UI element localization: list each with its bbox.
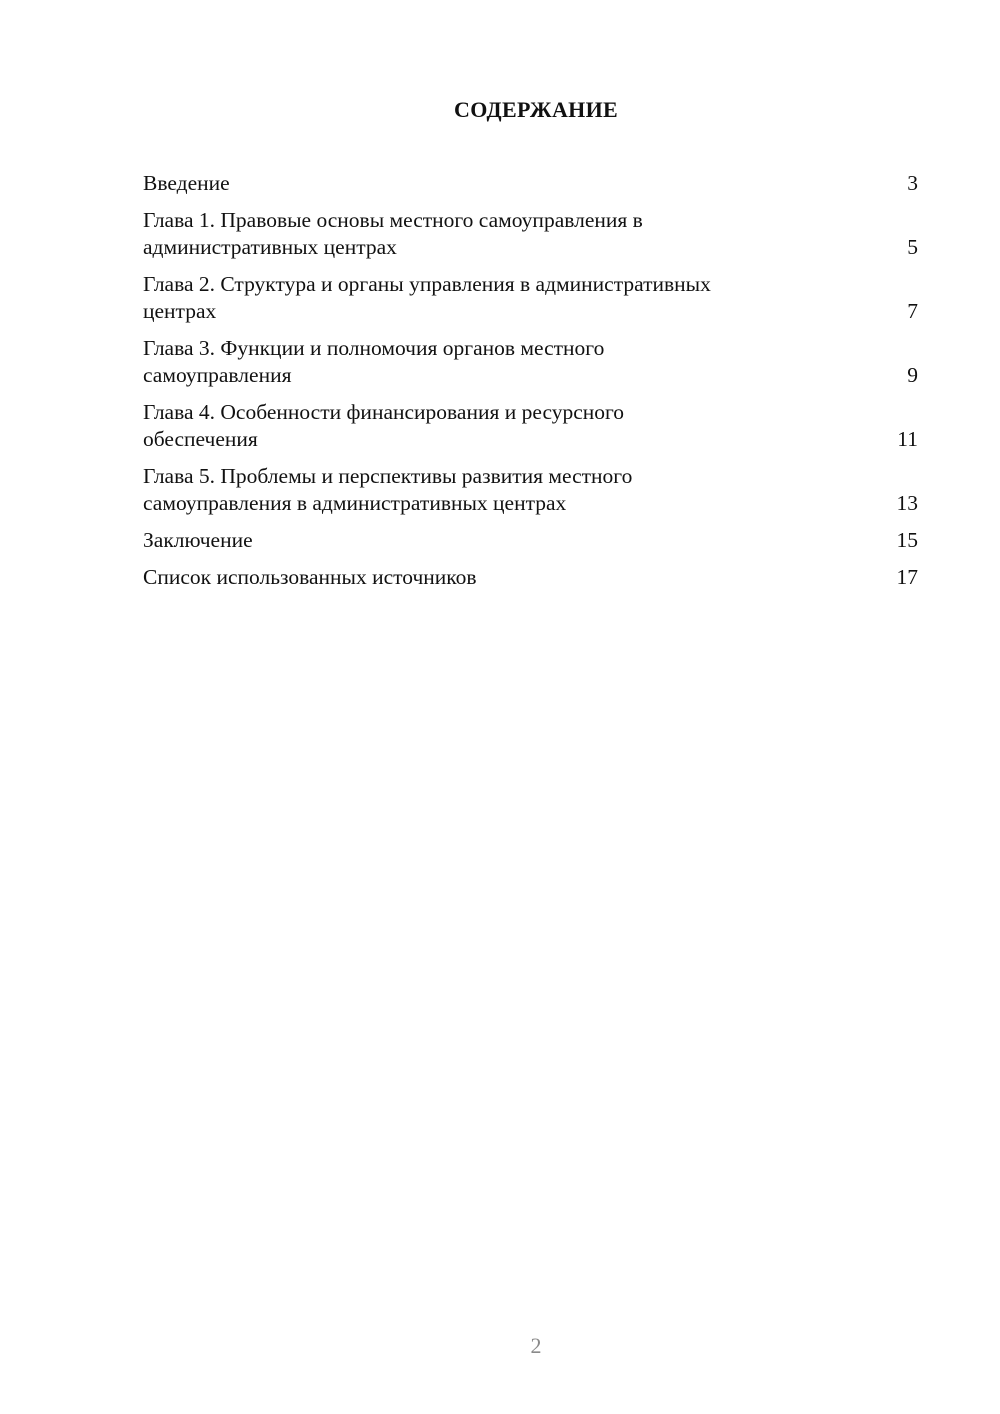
toc-item-page: 7	[907, 299, 918, 323]
toc-item-page: 9	[907, 363, 918, 387]
toc-item-text: Введение	[143, 171, 230, 195]
table-of-contents	[143, 170, 918, 601]
toc-item-chapter-4	[143, 399, 918, 453]
toc-item-page: 5	[907, 235, 918, 259]
toc-item-chapter-5	[143, 463, 918, 517]
toc-item-page: 17	[896, 565, 918, 589]
toc-item-references	[143, 564, 918, 591]
toc-item-text: Глава 4. Особенности финансирования и ресурсного обеспечения	[143, 400, 625, 451]
toc-item-text: Глава 5. Проблемы и перспективы развития местного самоуправления в административных центрах	[143, 464, 633, 515]
toc-item-text: Заключение	[143, 528, 253, 552]
toc-item-text: Глава 1. Правовые основы местного самоуправления в административных центрах	[143, 208, 643, 259]
page-number: 2	[530, 1333, 542, 1358]
toc-item-text: Глава 2. Структура и органы управления в административных центрах	[143, 272, 711, 323]
toc-item-chapter-1	[143, 207, 918, 261]
toc-item-page: 15	[896, 528, 918, 552]
toc-item-text: Глава 3. Функции и полномочия органов местного самоуправления	[143, 336, 605, 387]
toc-item-chapter-3	[143, 335, 918, 389]
toc-item-page: 11	[897, 427, 918, 451]
toc-item-chapter-2	[143, 271, 918, 325]
toc-item-introduction	[143, 170, 918, 197]
toc-item-text: Список использованных источников	[143, 565, 477, 589]
page-title: СОДЕРЖАНИЕ	[454, 97, 618, 122]
toc-item-page: 3	[907, 171, 918, 195]
toc-item-page: 13	[896, 491, 918, 515]
toc-item-conclusion	[143, 527, 918, 554]
